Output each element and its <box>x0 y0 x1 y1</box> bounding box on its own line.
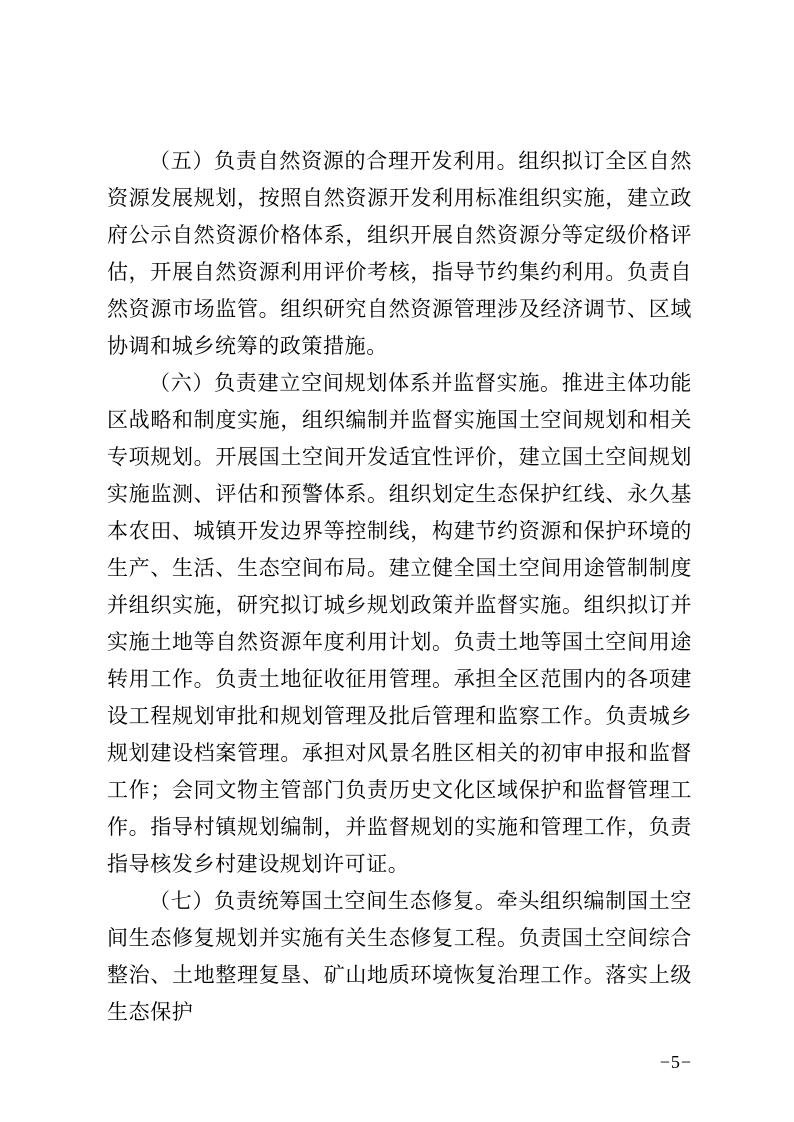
paragraph-7: （七）负责统筹国土空间生态修复。牵头组织编制国土空间生态修复规划并实施有关生态修复工程。负责国土空间综合整治、土地整理复垦、矿山地质环境恢复治理工作。落实上级生态保护 <box>107 889 692 1024</box>
paragraph-6: （六）负责建立空间规划体系并监督实施。推进主体功能区战略和制度实施，组织编制并监督实施国土空间规划和相关专项规划。开展国土空间开发适宜性评价，建立国土空间规划实施监测、评估和预警体系。组织划定生态保护红线、永久基本农田、城镇开发边界等控制线，构建节约资源和保护环境的生产、生活、生态空间布局。建立健全国土空间用途管制制度并组织实施，研究拟订城乡规划政策并监督实施。组织拟订并实施土地等自然资源年度利用计划。负责土地等国土空间用途转用工作。负责土地征收征用管理。承担全区范围内的各项建设工程规划审批和规划管理及批后管理和监察工作。负责城乡规划建设档案管理。承担对风景名胜区相关的初审申报和监督工作；会同文物主管部门负责历史文化区域保护和监督管理工作。指导村镇规划编制，并监督规划的实施和管理工作，负责指导核发乡村建设规划许可证。 <box>107 371 692 876</box>
page-number: −5− <box>659 1052 692 1072</box>
paragraph-5: （五）负责自然资源的合理开发利用。组织拟订全区自然资源发展规划，按照自然资源开发利用标准组织实施，建立政府公示自然资源价格体系，组织开展自然资源分等定级价格评估，开展自然资源利用评价考核，指导节约集约利用。负责自然资源市场监管。组织研究自然资源管理涉及经济调节、区域协调和城乡统筹的政策措施。 <box>107 149 692 358</box>
document-body <box>107 143 692 1031</box>
